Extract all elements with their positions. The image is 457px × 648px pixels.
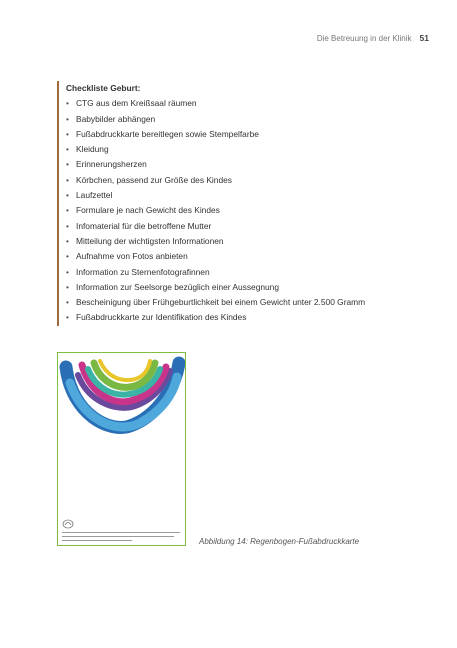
list-item: • Fußabdruckkarte bereitlegen sowie Stempelfarbe [66, 127, 386, 142]
section-title: Die Betreuung in der Klinik [316, 33, 412, 43]
running-head [317, 33, 429, 43]
list-item: • Aufnahme von Fotos anbieten [66, 249, 386, 264]
checklist-title: Checkliste Geburt: [66, 83, 141, 93]
list-item: • Information zur Seelsorge bezüglich einer Aussegnung [66, 280, 386, 295]
list-item: • CTG aus dem Kreißsaal räumen [66, 96, 386, 111]
list-item: • Infomaterial für die betroffene Mutter [66, 219, 386, 234]
checklist-box [57, 81, 386, 326]
page-number: 51 [419, 33, 429, 43]
form-line [62, 536, 174, 537]
list-item: • Fußabdruckkarte zur Identifikation des Kindes [66, 310, 386, 325]
form-line [62, 540, 132, 541]
list-item: • Formulare je nach Gewicht des Kindes [66, 203, 386, 218]
list-item: • Babybilder abhängen [66, 112, 386, 127]
checklist-list [66, 96, 386, 325]
list-item: • Laufzettel [66, 188, 386, 203]
form-line [62, 532, 180, 533]
list-item: • Erinnerungsherzen [66, 157, 386, 172]
figure-caption: Abbildung 14: Regenbogen-Fußabdruckkarte [199, 537, 360, 546]
footprint-card-image [57, 352, 186, 546]
list-item: • Körbchen, passend zur Größe des Kindes [66, 173, 386, 188]
list-item: • Bescheinigung über Frühgeburtlichkeit bei einem Gewicht unter 2.500 Gramm [66, 295, 386, 310]
rainbow-artwork [58, 353, 185, 443]
clinic-logo-icon [62, 519, 74, 529]
list-item: • Mitteilung der wichtigsten Informationen [66, 234, 386, 249]
list-item: • Kleidung [66, 142, 386, 157]
list-item: • Information zu Sternenfotografinnen [66, 265, 386, 280]
